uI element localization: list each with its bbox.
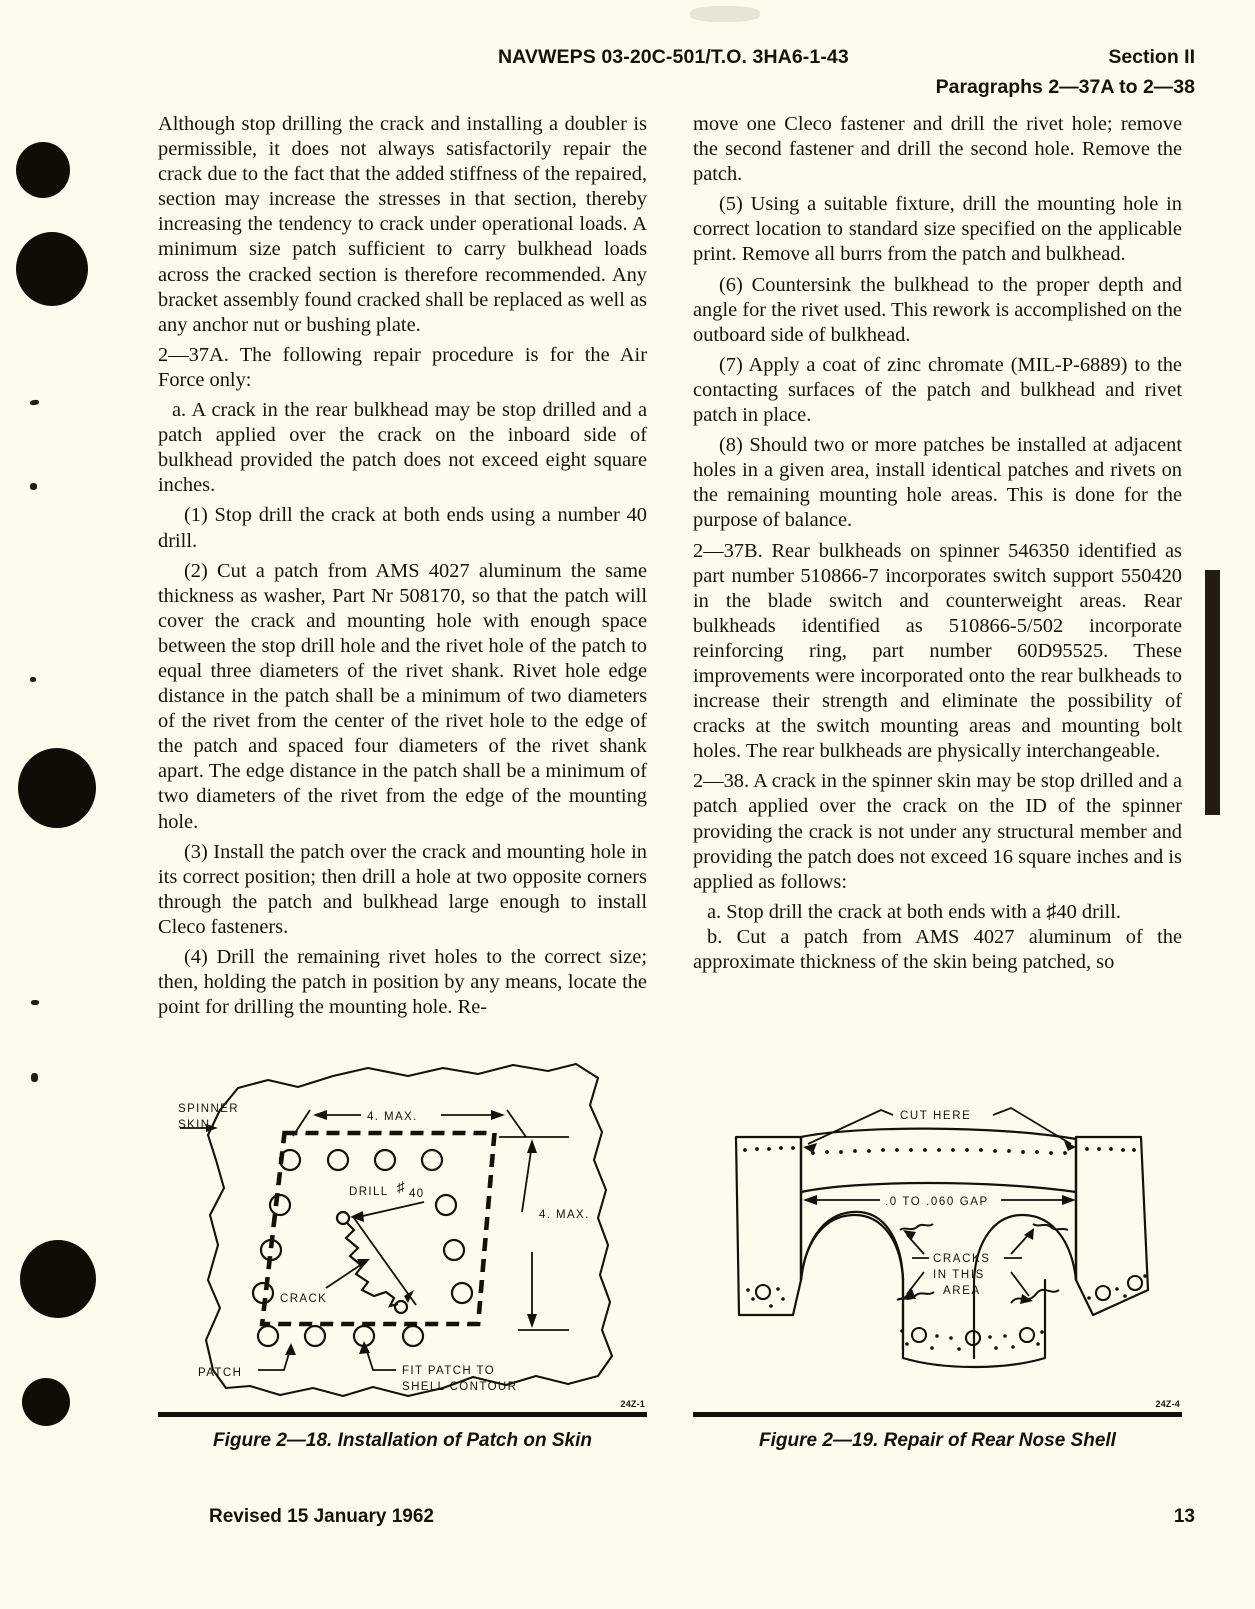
- page-number: 13: [1173, 1506, 1195, 1527]
- label-cut-here: CUT HERE: [900, 1110, 972, 1122]
- paragraph-2-37B: 2—37B. Rear bulkheads on spinner 546350 identified as part number 510866-7 incorporates switch support 550420 in the blade switch and counterweight areas. Rear bulkheads identified as 510866-5/502 incorporate reinforcing ring, part number 60D95525. These improvements were incorporated onto the rear bulkheads to increase their strength and eliminate the possibility of cracks at the switch mounting areas and mounting bolt holes. The rear bulkheads are physically interchangeable.: [693, 539, 1182, 763]
- label-crack: CRACK: [280, 1293, 328, 1305]
- scan-artifact-speck: [31, 1073, 38, 1082]
- scan-artifact-speck: [30, 399, 40, 405]
- figure-2-19-drawing: [693, 1040, 1182, 1410]
- scan-artifact-dot: [18, 748, 96, 828]
- left-text-column: [158, 112, 647, 1020]
- paragraph-2-37A: 2—37A. The following repair procedure is for the Air Force only:: [158, 343, 647, 391]
- label-drill: DRILL: [349, 1186, 389, 1198]
- scan-artifact-dot: [16, 142, 70, 198]
- label-spinner-skin-line1: SPINNER: [178, 1103, 239, 1115]
- scan-artifact-dot: [22, 1378, 70, 1426]
- paragraph-7: (7) Apply a coat of zinc chromate (MIL-P-6889) to the contacting surfaces of the patch and bulkhead and rivet patch in place.: [693, 353, 1182, 427]
- document-identifier: NAVWEPS 03-20C-501/T.O. 3HA6-1-43: [498, 46, 849, 68]
- figure-2-19: [693, 1040, 1182, 1452]
- right-text-column: [693, 112, 1182, 975]
- figure-2-18-rule: [158, 1399, 647, 1417]
- label-dim-top: 4. MAX.: [367, 1111, 418, 1123]
- label-drill-size: 40: [409, 1188, 425, 1200]
- paragraph-a: a. A crack in the rear bulkhead may be stop drilled and a patch applied over the crack on the inboard side of bulkhead provided the patch does not exceed eight square inches.: [158, 399, 647, 497]
- paragraph-3: (3) Install the patch over the crack and mounting hole in its correct position; then drill a hole at two opposite corners through the patch and bulkhead large enough to install Cleco fasteners.: [158, 840, 647, 938]
- figure-2-19-rule: [693, 1399, 1182, 1417]
- label-hash-symbol: ♯: [397, 1179, 405, 1196]
- label-cracks-line3: AREA: [943, 1285, 981, 1297]
- paragraph-38-b: b. Cut a patch from AMS 4027 aluminum of the approximate thickness of the skin being patched, so: [693, 925, 1182, 973]
- scan-artifact-smudge: [690, 6, 760, 22]
- figure-2-18-drawing: [158, 1040, 647, 1410]
- label-cracks-line2: IN THIS: [933, 1269, 985, 1281]
- scan-artifact-dot: [16, 232, 88, 306]
- label-dim-right: 4. MAX.: [539, 1209, 590, 1221]
- label-cracks-line1: CRACKS: [933, 1253, 991, 1265]
- scan-artifact-dot: [20, 1240, 96, 1318]
- scan-artifact-speck: [30, 677, 36, 682]
- label-fit-patch-line2: SHELL CONTOUR: [402, 1381, 518, 1393]
- label-patch: PATCH: [198, 1367, 243, 1379]
- revision-date: Revised 15 January 1962: [209, 1506, 434, 1527]
- figure-2-18: [158, 1040, 647, 1452]
- paragraph-6: (6) Countersink the bulkhead to the proper depth and angle for the rivet used. This rework is accomplished on the outboard side of bulkhead.: [693, 273, 1182, 346]
- paragraph-4: (4) Drill the remaining rivet holes to the correct size; then, holding the patch in position by any means, locate the point for drilling the mounting hole. Re-: [158, 946, 647, 1019]
- paragraph-5: (5) Using a suitable fixture, drill the mounting hole in correct location to standard size specified on the applicable print. Remove all burrs from the patch and bulkhead.: [693, 193, 1182, 266]
- paragraph-2-38: 2—38. A crack in the spinner skin may be stop drilled and a patch applied over the crack on the ID of the spinner providing the crack is not under any structural member and providing the patch does not exceed 16 square inches and is applied as follows:: [693, 770, 1182, 893]
- paragraph-1: (1) Stop drill the crack at both ends using a number 40 drill.: [158, 504, 647, 552]
- figure-2-19-caption: Figure 2—19. Repair of Rear Nose Shell: [759, 1430, 1116, 1451]
- paragraph-range-label: Paragraphs 2—37A to 2—38: [935, 76, 1195, 98]
- scan-artifact-speck: [31, 1000, 39, 1005]
- paragraph-doubler: Although stop drilling the crack and installing a doubler is permissible, it does not always satisfactorily repair the crack due to the fact that the added stiffness of the repaired, section may increase the stresses in that section, thereby increasing the tendency to crack under operational loads. A minimum size patch sufficient to carry bulkhead loads across the cracked section is therefore recommended. Any bracket assembly found cracked shall be replaced as well as any anchor nut or bushing plate.: [158, 113, 647, 336]
- paragraph-38-a: a. Stop drill the crack at both ends with a ♯40 drill.: [707, 900, 1121, 923]
- scan-artifact-speck: [30, 483, 37, 490]
- paragraph-8: (8) Should two or more patches be installed at adjacent holes in a given area, install identical patches and rivets on the remaining mounting hole areas. This is done for the purpose of balance.: [693, 434, 1182, 532]
- figure-2-19-drawing-number: 24Z-4: [1155, 1399, 1180, 1409]
- figure-2-18-drawing-number: 24Z-1: [620, 1399, 645, 1409]
- paragraph-4-continued: move one Cleco fastener and drill the rivet hole; remove the second fastener and drill the second hole. Remove the patch.: [693, 113, 1182, 186]
- label-spinner-skin-line2: SKIN: [178, 1119, 211, 1131]
- section-label: Section II: [1108, 46, 1195, 68]
- paragraph-2: (2) Cut a patch from AMS 4027 aluminum the same thickness as washer, Part Nr 508170, so that the patch will cover the crack and mounting hole with enough space between the stop drill hole and the rivet hole of the patch to equal three diameters of the rivet shank. Rivet hole edge distance in the patch shall be a minimum of two diameters of the rivet from the center of the rivet hole to the edge of the patch and spaced four diameters of the rivet shank apart. The edge distance in the patch shall be a minimum of two diameters of the rivet from the edge of the mounting hole.: [158, 559, 647, 833]
- label-fit-patch-line1: FIT PATCH TO: [402, 1365, 496, 1377]
- scan-artifact-bar: [1205, 570, 1220, 815]
- figure-2-18-caption: Figure 2—18. Installation of Patch on Skin: [212, 1430, 592, 1451]
- label-gap: .0 TO .060 GAP: [885, 1196, 989, 1208]
